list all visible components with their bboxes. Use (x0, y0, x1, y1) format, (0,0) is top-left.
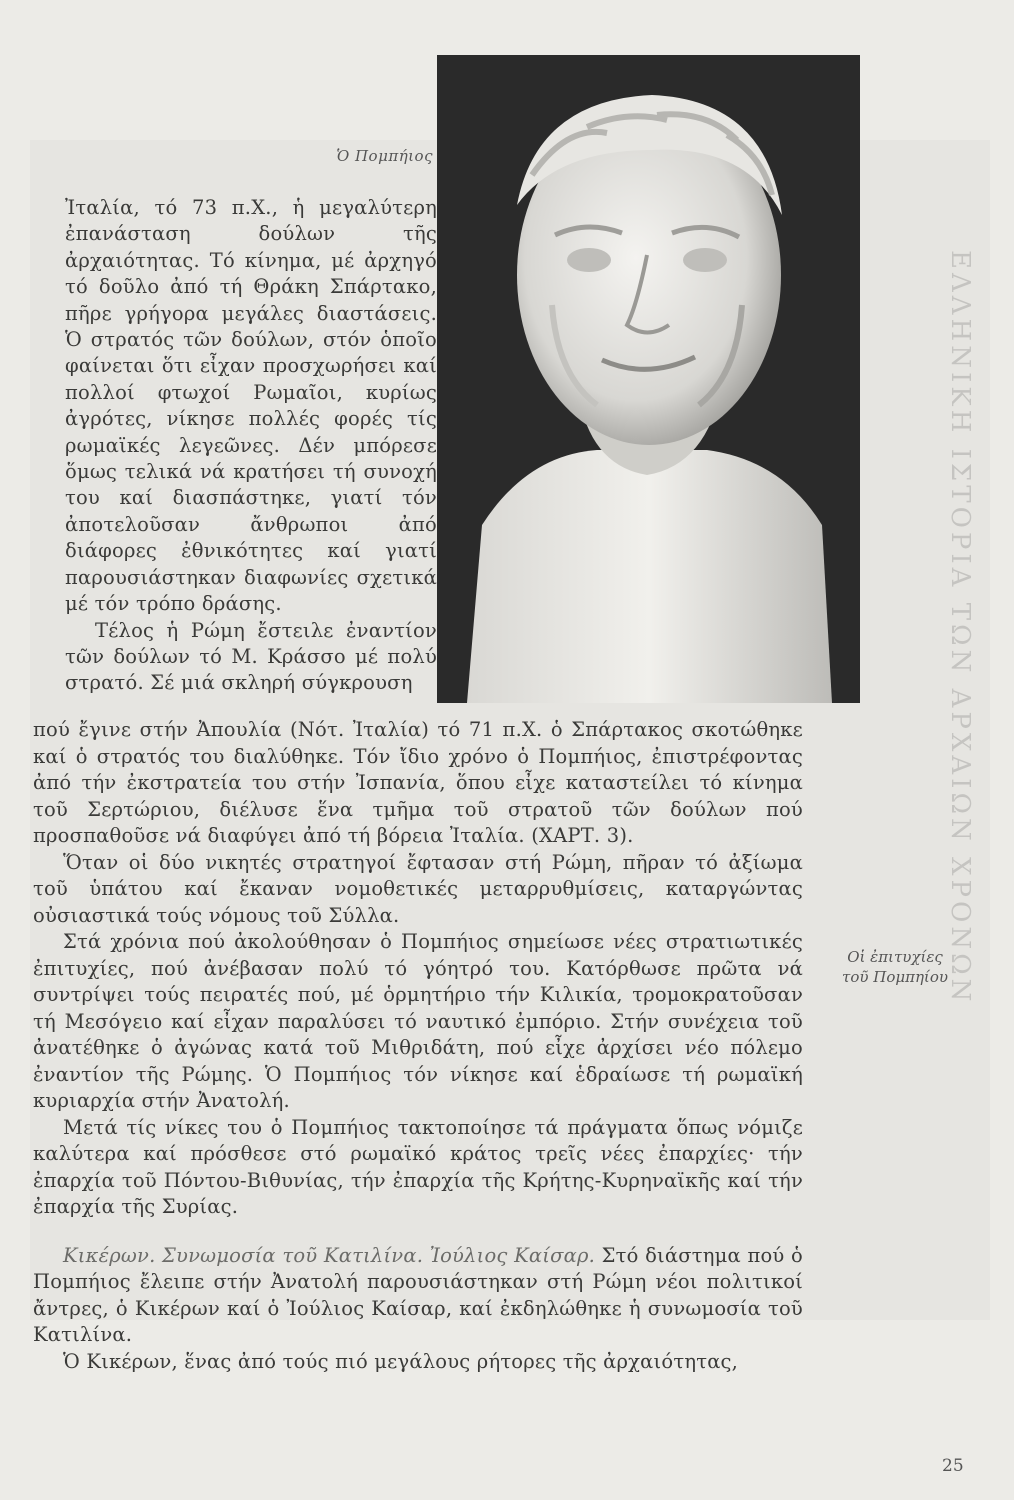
page-number: 25 (942, 1456, 964, 1476)
paragraph-spartacus: Ἰταλία, τό 73 π.Χ., ἡ μεγαλύτερη ἐπανάσταση δούλων τῆς ἀρχαιότητας. Τό κίνημα, μέ ἀρχηγό τό δοῦλο ἀπό τή Θράκη Σπάρτακο, πῆρε γρήγορα μεγάλες διαστάσεις. Ὁ στρατός τῶν δούλων, στόν ὁποῖο φαίνεται ὅτι εἶχαν προσχωρήσει καί πολλοί φτωχοί Ρωμαῖοι, κυρίως ἀγρότες, νίκησε πολλές φορές τίς ρωμαϊκές λεγεῶνες. Δέν μπόρεσε ὅμως τελικά νά κρατήσει τή συνοχή του καί διασπάστηκε, γιατί τόν ἀποτελοῦσαν ἄνθρωποι ἀπό διάφορες ἐθνικότητες καί γιατί παρουσιάστηκαν διαφωνίες σχετικά μέ τόν τρόπο δράσης. (65, 196, 437, 616)
bleed-through-spine (945, 250, 995, 1250)
paragraph-apulia: πού ἔγινε στήν Ἀπουλία (Νότ. Ἰταλία) τό 71 π.Χ. ὁ Σπάρτακος σκοτώθηκε καί ὁ στρατός του διαλύθηκε. Τόν ἴδιο χρόνο ὁ Πομπήιος, ἐπιστρέφοντας ἀπό τήν ἐκστρατεία του στήν Ἰσπανία, ὅπου εἶχε καταστείλει τό κίνημα τοῦ Σερτώριου, διέλυσε ἕνα τμῆμα τοῦ στρατοῦ τῶν δούλων πού προσπαθοῦσε νά διαφύγει ἀπό τή βόρεια Ἰταλία. (ΧΑΡΤ. 3). (33, 718, 803, 847)
full-width-text (33, 717, 803, 1375)
margin-note-line-1: Οἱ ἐπιτυχίες (847, 948, 943, 966)
photo-caption: Ὁ Πομπήιος (336, 147, 433, 165)
paragraph-cicero-section (33, 1243, 803, 1349)
paragraph-cicero: Ὁ Κικέρων, ἕνας ἀπό τούς πιό μεγάλους ρήτορες τῆς ἀρχαιότητας, (63, 1349, 739, 1373)
spine-text: ΕΛΛΗΝΙΚΗ ΙΣΤΟΡΙΑ ΤΩΝ ΑΡΧΑΙΩΝ ΧΡΟΝΩΝ (945, 250, 975, 1006)
pompey-bust-photo (437, 55, 860, 703)
section-body: Στό διάστημα πού ὁ Πομπήιος ἔλειπε στήν Ἀνατολή παρουσιάστηκαν στή Ρώμη νέοι πολιτικοί ἄντρες, ὁ Κικέρων καί ὁ Ἰούλιος Καίσαρ, καί ἐκδηλώθηκε ἡ συνωμοσία τοῦ Κατιλίνα. (33, 1243, 803, 1346)
bust-illustration (437, 55, 860, 703)
section-heading: Κικέρων. Συνωμοσία τοῦ Κατιλίνα. Ἰούλιος Καίσαρ. (63, 1243, 596, 1267)
margin-note (805, 947, 985, 987)
paragraph-new-provinces: Μετά τίς νίκες του ὁ Πομπήιος τακτοποίησε τά πράγματα ὅπως νόμιζε καλύτερα καί πρόσθεσε στό ρωμαϊκό κράτος τρεῖς νέες ἐπαρχίες· τήν ἐπαρχία τοῦ Πόντου-Βιθυνίας, τήν ἐπαρχία τῆς Κρήτης-Κυρηναϊκῆς καί τήν ἐπαρχία τῆς Συρίας. (33, 1115, 803, 1218)
paragraph-crassus: Τέλος ἡ Ρώμη ἔστειλε ἐναντίον τῶν δούλων τό Μ. Κράσσο μέ πολύ στρατό. Σέ μιά σκληρή σύγκρουση (65, 618, 437, 695)
paragraph-consuls: Ὅταν οἱ δύο νικητές στρατηγοί ἔφτασαν στή Ρώμη, πῆραν τό ἀξίωμα τοῦ ὑπάτου καί ἔκαναν νομοθετικές μεταρρυθμίσεις, καταργώντας οὐσιαστικά τούς νόμους τοῦ Σύλλα. (33, 850, 803, 927)
paragraph-pompey-victories: Στά χρόνια πού ἀκολούθησαν ὁ Πομπήιος σημείωσε νέες στρατιωτικές ἐπιτυχίες, πού ἀνέβασαν πολύ τό γόητρό του. Κατόρθωσε πρῶτα νά συντρίψει τούς πειρατές πού, μέ ὁρμητήριο τήν Κιλικία, τρομοκρατοῦσαν τή Μεσόγειο καί εἶχαν παραλύσει τό ναυτικό ἐμπόριο. Στήν συνέχεια τοῦ ἀνατέθηκε ὁ ἀγώνας κατά τοῦ Μιθριδάτη, πού εἶχε ἀρχίσει νέο πόλεμο ἐναντίον τῆς Ρώμης. Ὁ Πομπήιος τόν νίκησε καί ἑδραίωσε τή ρωμαϊκή κυριαρχία στήν Ἀνατολή. (33, 930, 803, 1112)
column-text (65, 195, 437, 697)
margin-note-line-2: τοῦ Πομπηίου (842, 968, 948, 986)
